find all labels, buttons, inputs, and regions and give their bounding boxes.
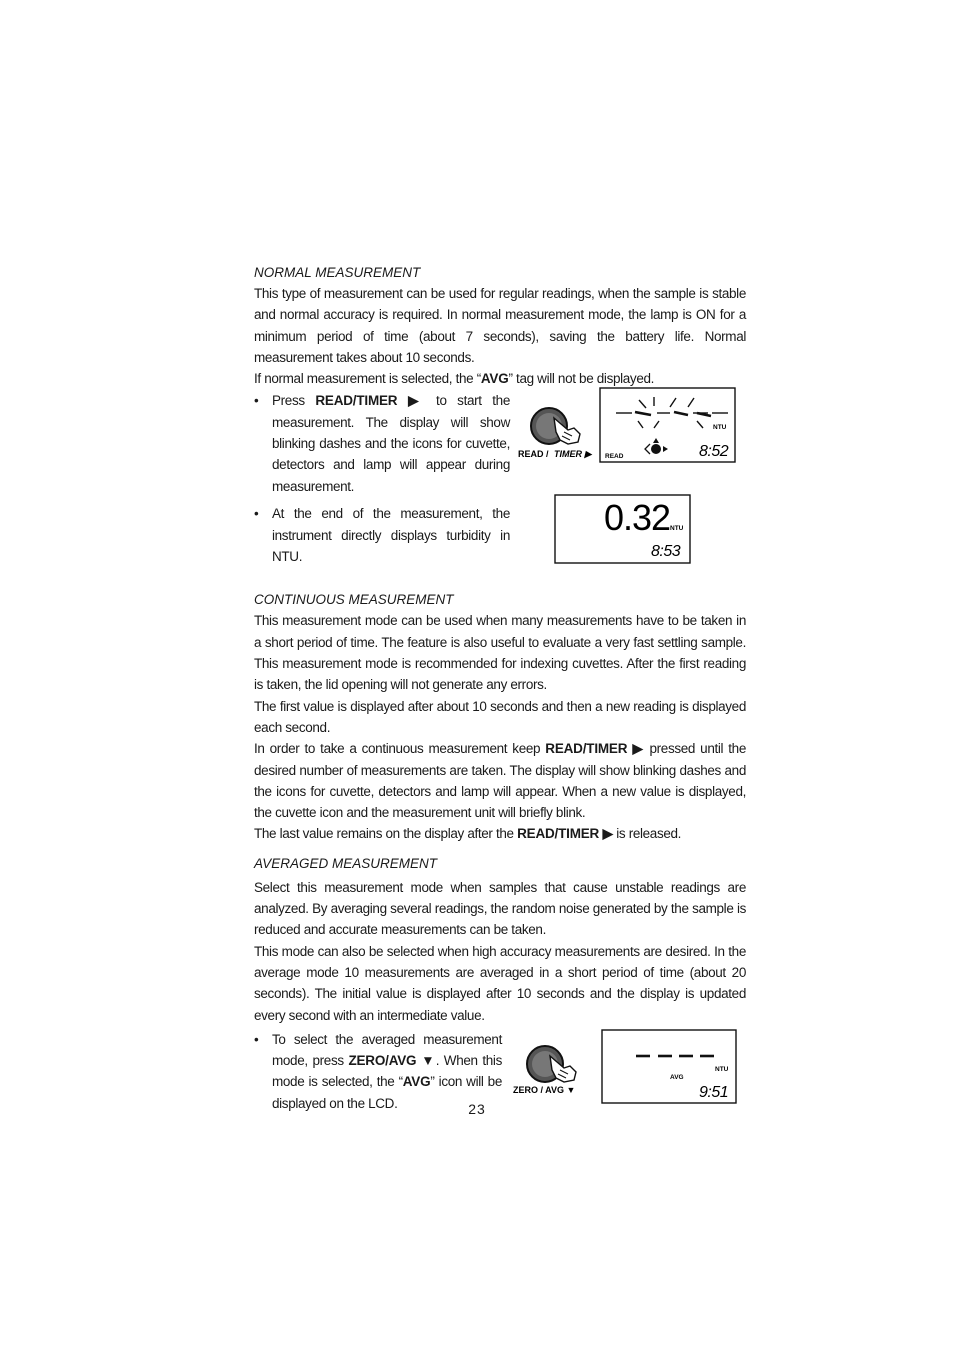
read-tag: READ [605,453,624,461]
avg-tag: AVG [670,1073,684,1081]
lcd-time: 8:52 [699,443,729,461]
lcd-time: 9:51 [699,1083,729,1101]
bullet-dot: • [254,1031,259,1047]
normal-bullet-1 [254,390,510,496]
continuous-paragraph-3 [254,738,746,823]
turbidity-value: 0.32 [604,497,671,539]
text-run: In order to take a continuous measurement keep [254,741,546,757]
text-run: At the end of the measurement, the instrument directly displays turbidity in NTU. [272,506,510,565]
text-run: Press [272,393,316,409]
continuous-paragraph-2: The first value is displayed after about 10 seconds and then a new reading is displayed each second. [254,698,746,735]
ntu-unit: NTU [713,424,727,432]
normal-paragraph-1: This type of measurement can be used for regular readings, when the sample is stable and normal accuracy is required. In normal measurement mode, the lamp is ON for a minimum period of time (about 7 seconds), saving the battery life. Normal measurement takes about 10 seconds. [254,286,746,365]
text-run: is released. [612,826,682,842]
continuous-measurement-heading: CONTINUOUS MEASUREMENT [254,592,454,608]
lcd-avg-figure [510,1024,742,1104]
text-run: to start the measurement. The display will show blinking dashes and the icons for cuvette, detectors and lamp will appear during measurement. [272,393,510,494]
bullet-dot: • [254,506,259,522]
avg-tag-text: AVG [480,371,509,387]
read-button-label: READ / [518,449,549,460]
text-run: . When this mode is selected, the “ [272,1053,502,1090]
normal-bullet-2 [254,503,510,567]
averaged-paragraph-1: Select this measurement mode when samples that cause unstable readings are analyzed. By averaging several readings, the random noise generated by the sample is reduced and accurate measurements can be taken. [254,879,746,938]
zero-avg-button-icon [527,1046,576,1082]
continuous-paragraph-1: This measurement mode can be used when many measurements have to be taken in a short period of time. The feature is also useful to evaluate a very fast settling sample. This measurement mode is recommended for indexing cuvettes. After the first reading is taken, the lid opening will not generate any errors. [254,613,746,693]
normal-bullet-1-block [254,390,746,496]
manual-page [254,262,746,1119]
lcd-time: 8:53 [651,543,681,561]
ntu-unit: NTU [715,1065,729,1073]
page-number: 23 [468,1101,486,1117]
read-timer-key-text: READ/TIMER ▶ [315,393,426,409]
text-run: pressed until the desired number of measurements are taken. The display will show blinking dashes and the icons for cuvette, detectors and lamp will appear. When a new value is displayed, the cuvette icon and the measurement unit will briefly blink. [254,741,746,821]
text-run: ” icon will be displayed on the LCD. [272,1074,502,1111]
zero-avg-button-label: ZERO / AVG ▼ [513,1084,576,1095]
text-run: The last value remains on the display after the [254,826,518,842]
continuous-paragraph-4 [254,823,746,844]
text-run: To select the averaged measurement mode, press [272,1031,502,1069]
read-timer-button-icon [531,408,580,444]
read-timer-key-text: READ/TIMER ▶ [545,741,645,757]
ntu-unit: NTU [670,525,684,533]
read-timer-key-text: READ/TIMER ▶ [517,826,613,842]
lcd-read-figure [516,386,742,466]
zero-avg-key-text: ZERO/AVG ▼ [348,1053,436,1069]
normal-bullet-2-block [254,497,746,589]
lcd-result-figure [554,493,694,567]
text-run: ” tag will not be displayed. [508,371,655,387]
avg-tag-text: AVG [402,1074,431,1090]
averaged-measurement-heading: AVERAGED MEASUREMENT [254,855,438,871]
bullet-dot: • [254,393,259,409]
timer-button-label: TIMER ▶ [554,449,592,460]
averaged-paragraph-2: This mode can also be selected when high accuracy measurements are desired. In the average mode 10 measurements are averaged in a short period of time (about 20 seconds). The initial value is displayed after 10 seconds and the display is updated every second with an intermediate value. [254,943,746,1023]
normal-measurement-heading: NORMAL MEASUREMENT [254,265,421,280]
text-run: If normal measurement is selected, the “ [254,371,481,387]
